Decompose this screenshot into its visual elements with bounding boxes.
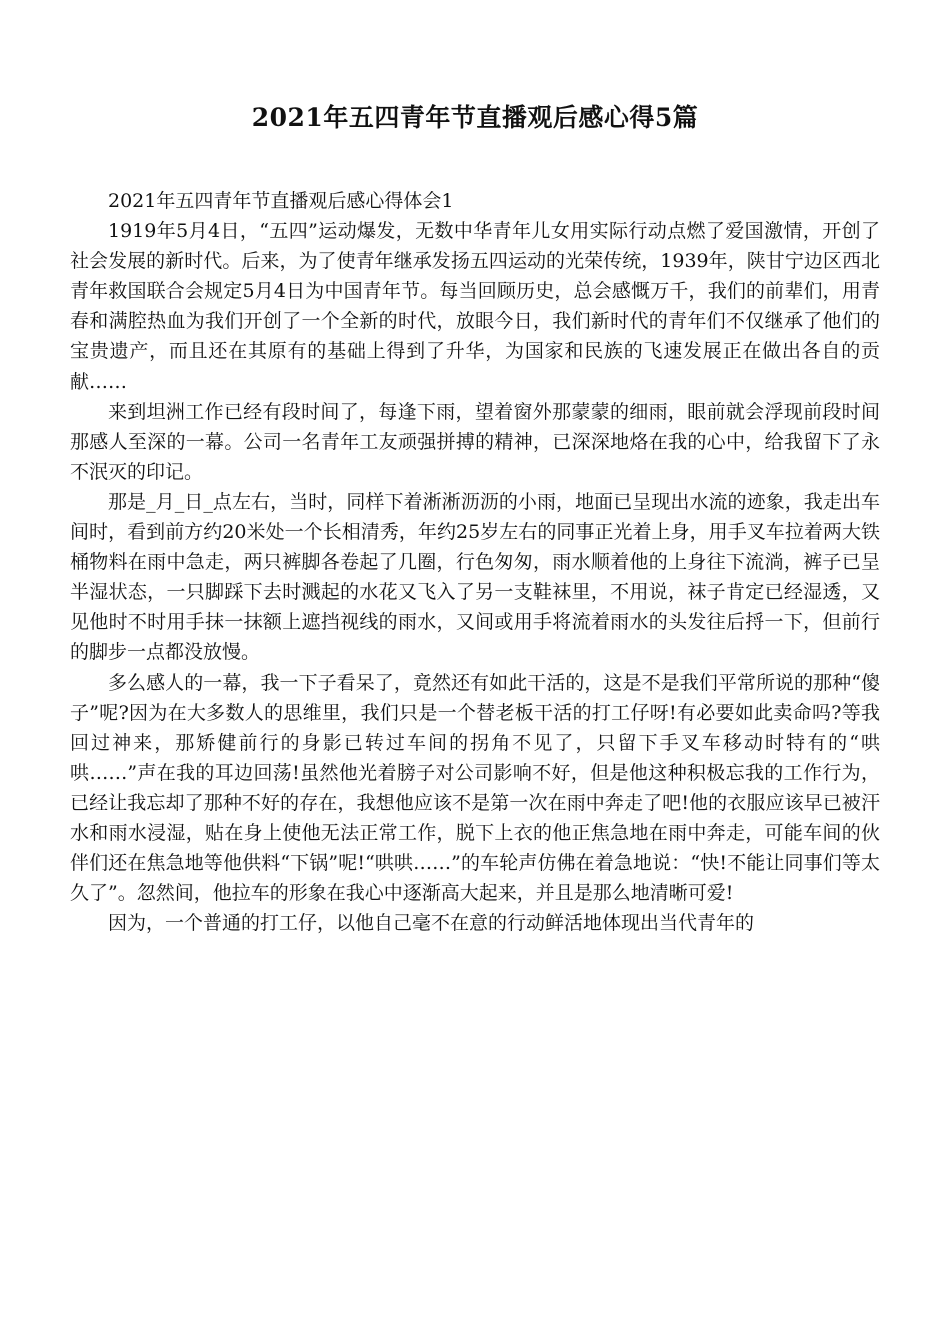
paragraph-5: 因为，一个普通的打工仔，以他自己毫不在意的行动鲜活地体现出当代青年的: [108, 912, 755, 935]
section-subheading: 2021年五四青年节直播观后感心得体会1: [108, 190, 454, 212]
paragraph-2: 来到坦洲工作已经有段时间了，每逢下雨，望着窗外那蒙蒙的细雨，眼前就会浮现前段时间那感人至深的一幕。公司一名青年工友顽强拼搏的精神，已深深地烙在我的心中，给我留下了永不泯灭的印记。: [70, 400, 880, 483]
paragraph-1: 1919年5月4日，“五四”运动爆发，无数中华青年儿女用实际行动点燃了爱国激情，开创了社会发展的新时代。后来，为了使青年继承发扬五四运动的光荣传统，1939年，陕甘宁边区西北青年救国联合会规定5月4日为中国青年节。每当回顾历史，总会感慨万千，我们的前辈们，用青春和满腔热血为我们开创了一个全新的时代，放眼今日，我们新时代的青年们不仅继承了他们的宝贵遗产，而且还在其原有的基础上得到了升华，为国家和民族的飞速发展正在做出各自的贡献……: [70, 220, 880, 393]
paragraph-3: 那是_月_日_点左右，当时，同样下着淅淅沥沥的小雨，地面已呈现出水流的迹象，我走出车间时，看到前方约20米处一个长相清秀，年约25岁左右的同事正光着上身，用手叉车拉着两大铁桶物料在雨中急走，两只裤脚各卷起了几圈，行色匆匆，雨水顺着他的上身往下流淌，裤子已呈半湿状态，一只脚踩下去时溅起的水花又飞入了另一支鞋袜里，不用说，袜子肯定已经湿透，又见他时不时用手抹一抹额上遮挡视线的雨水，又间或用手将流着雨水的头发往后捋一下，但前行的脚步一点都没放慢。: [70, 490, 880, 664]
document-title: 2021年五四青年节直播观后感心得5篇: [251, 103, 699, 132]
document-body: [70, 186, 880, 938]
paragraph-4: 多么感人的一幕，我一下子看呆了，竟然还有如此干活的，这是不是我们平常所说的那种“傻子”呢?因为在大多数人的思维里，我们只是一个替老板干活的打工仔呀!有必要如此卖命吗?等我回过神来，那矫健前行的身影已转过车间的拐角不见了，只留下手叉车移动时特有的“哄哄……”声在我的耳边回荡!虽然他光着膀子对公司影响不好，但是他这种积极忘我的工作行为，已经让我忘却了那种不好的存在，我想他应该不是第一次在雨中奔走了吧!他的衣服应该早已被汗水和雨水浸湿，贴在身上使他无法正常工作，脱下上衣的他正焦急地在雨中奔走，可能车间的伙伴们还在焦急地等他供料“下锅”呢!“哄哄……”的车轮声仿佛在着急地说：“快!不能让同事们等太久了”。忽然间，他拉车的形象在我心中逐渐高大起来，并且是那么地清晰可爱!: [70, 671, 880, 905]
